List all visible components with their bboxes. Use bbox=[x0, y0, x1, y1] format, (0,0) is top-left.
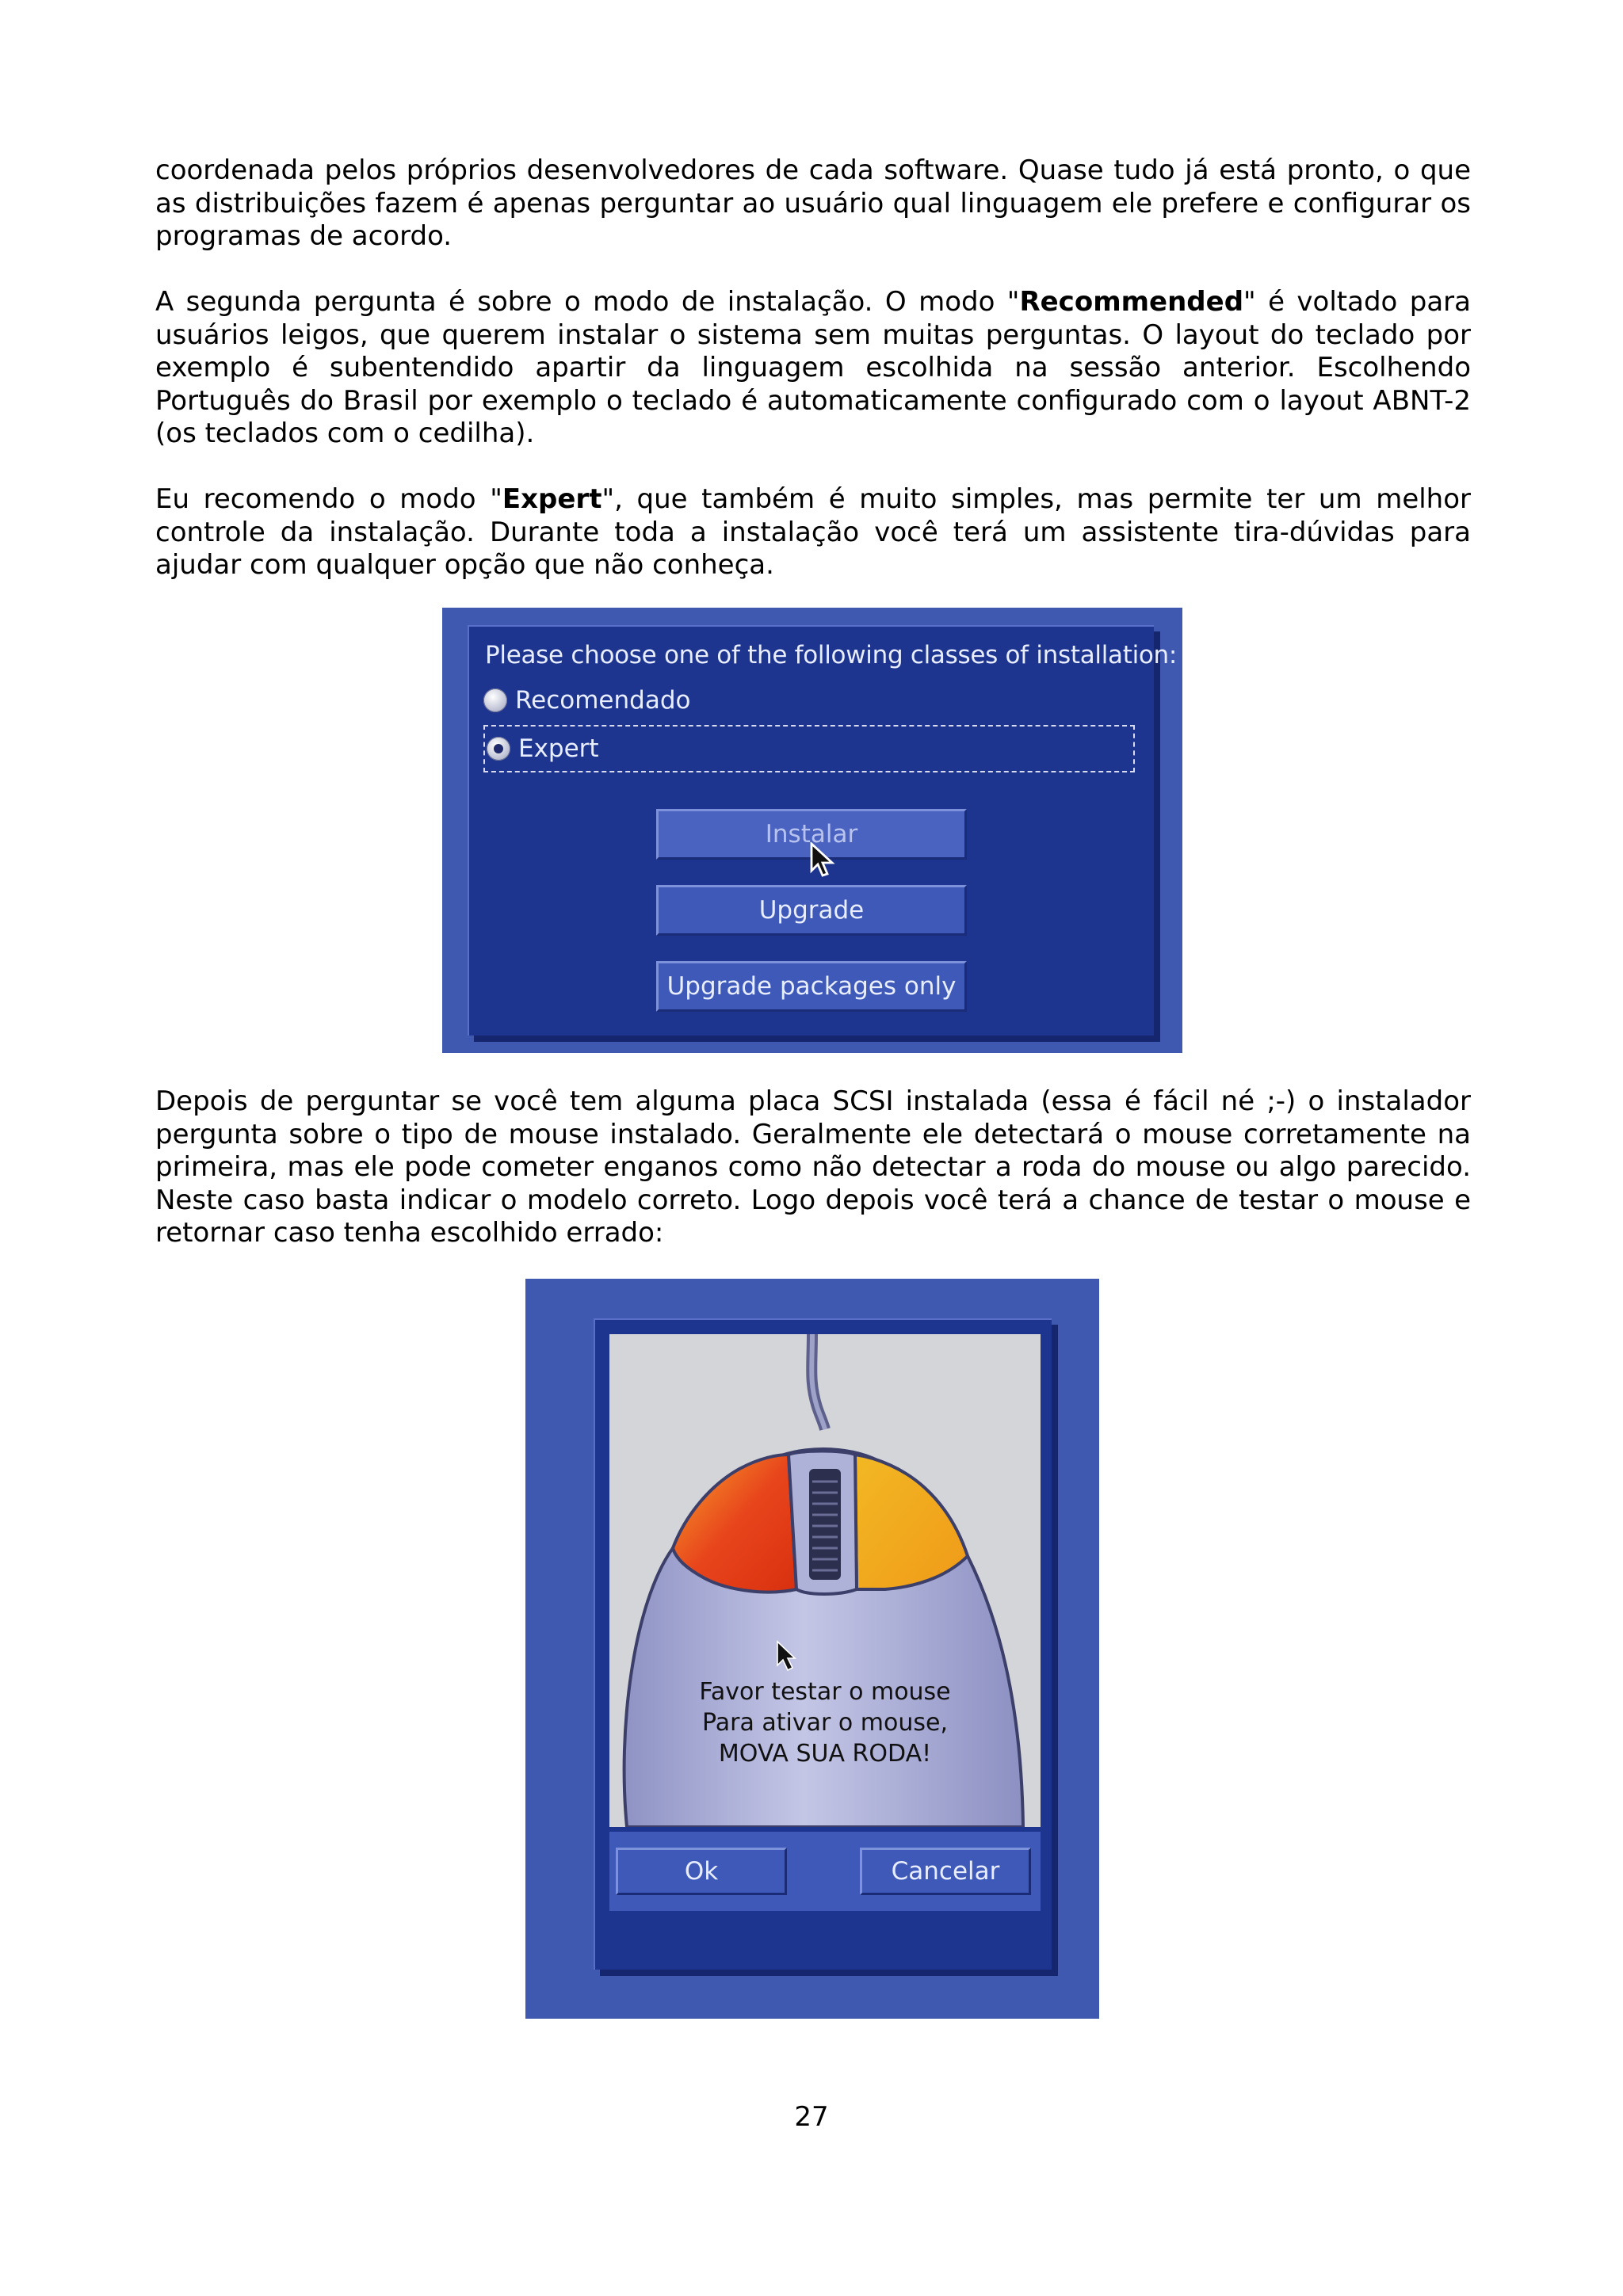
page-number: 27 bbox=[794, 2101, 829, 2133]
upgrade-packages-only-button[interactable]: Upgrade packages only bbox=[656, 961, 967, 1012]
paragraph-intro-continued: coordenada pelos próprios desenvolvedores de cada software. Quase tudo já está pronto, o que as distribuições fazem é apenas perguntar ao usuário qual linguagem ele prefere e configurar os programas de acordo. bbox=[155, 154, 1471, 252]
mouse-message-line-1: Favor testar o mouse bbox=[699, 1678, 951, 1706]
p2-text-end: " é voltado para usuários leigos, que querem instalar o sistema sem muitas perguntas. O layout do teclado por exemplo é subentendido apartir da linguagem escolhida na sessão anterior. Escolhendo Português do Brasil por exemplo o teclado é automaticamente configurado com o layout ABNT-2 (os teclados com o cedilha). bbox=[155, 286, 1471, 449]
p3-text-end: ", que também é muito simples, mas permite ter um melhor controle da instalação. Durante toda a instalação você terá um assistente tira-dúvidas para ajudar com qualquer opção que não conheça. bbox=[155, 483, 1472, 581]
upgrade-button[interactable]: Upgrade bbox=[656, 885, 967, 936]
recommended-term: Recommended bbox=[1019, 286, 1244, 318]
mouse-test-dialog bbox=[594, 1318, 1052, 1970]
installation-class-dialog bbox=[468, 625, 1178, 1035]
ok-button[interactable]: Ok bbox=[616, 1848, 787, 1895]
mouse-message-line-2: Para ativar o mouse, bbox=[702, 1709, 948, 1737]
mouse-dialog-button-row bbox=[609, 1832, 1041, 1911]
radio-selected-icon[interactable] bbox=[487, 737, 510, 761]
paragraph-mouse-setup: Depois de perguntar se você tem alguma placa SCSI instalada (essa é fácil né ;-) o instalador pergunta sobre o tipo de mouse instalado. Geralmente ele detectará o mouse corretamente na primeira, mas ele pode cometer enganos como não detectar a roda do mouse ou algo parecido. Neste caso basta indicar o modelo correto. Logo depois você terá a chance de testar o mouse e retornar caso tenha escolhido errado: bbox=[155, 1085, 1471, 1249]
paragraph-expert-mode bbox=[155, 483, 1471, 582]
p3-text-start: Eu recomendo o modo " bbox=[155, 483, 502, 515]
mouse-illustration-area bbox=[609, 1334, 1041, 1827]
radio-unselected-icon[interactable] bbox=[483, 688, 507, 712]
paragraph-recommended-mode bbox=[155, 286, 1471, 451]
option-expert-label: Expert bbox=[518, 734, 599, 763]
mouse-test-message bbox=[609, 1676, 1041, 1769]
option-expert[interactable] bbox=[483, 725, 1135, 772]
option-recomendado-label: Recomendado bbox=[515, 686, 691, 715]
mouse-message-line-3: MOVA SUA RODA! bbox=[718, 1740, 932, 1768]
expert-term: Expert bbox=[502, 483, 602, 515]
mouse-test-screenshot bbox=[525, 1279, 1099, 2019]
installation-class-screenshot bbox=[442, 608, 1182, 1053]
p2-text-start: A segunda pergunta é sobre o modo de instalação. O modo " bbox=[155, 286, 1020, 318]
option-recomendado[interactable] bbox=[483, 677, 690, 724]
instalar-button[interactable]: Instalar bbox=[656, 809, 967, 860]
cancelar-button[interactable]: Cancelar bbox=[860, 1848, 1031, 1895]
mouse-pointer-icon bbox=[810, 842, 837, 879]
installation-question: Please choose one of the following classes of installation: bbox=[485, 641, 1178, 669]
